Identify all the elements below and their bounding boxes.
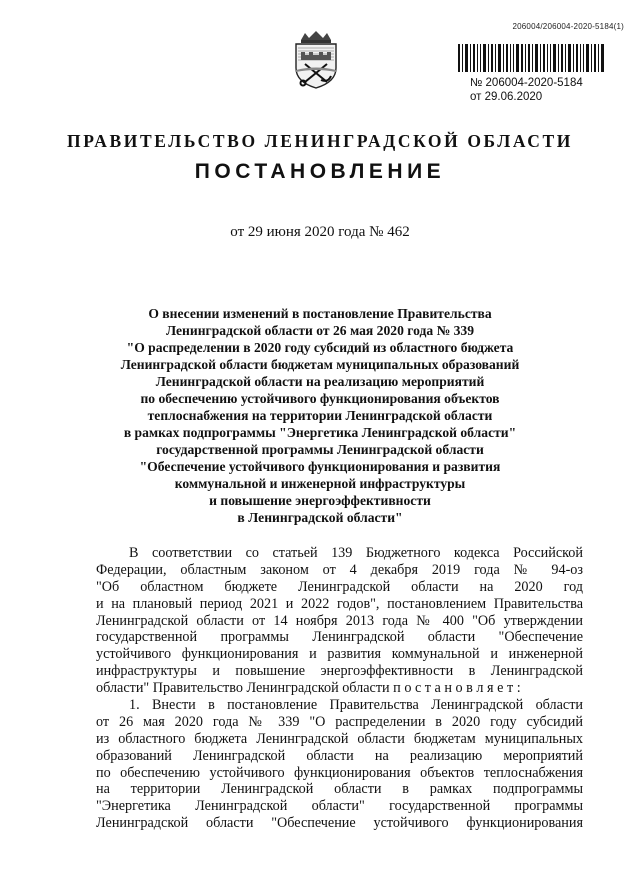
document-title xyxy=(0,305,640,526)
body-line: "Энергетика Ленинградской области" государственной программы xyxy=(96,798,583,815)
document-body xyxy=(96,545,583,832)
body-line: из областного бюджета Ленинградской области бюджетам муниципальных xyxy=(96,730,583,747)
registration-number: № 206004-2020-5184 xyxy=(470,77,583,89)
title-line: в Ленинградской области" xyxy=(237,510,403,525)
title-line: коммунальной и инженерной инфраструктуры xyxy=(174,476,466,491)
body-line: В соответствии со статьей 139 Бюджетного кодекса Российской xyxy=(129,545,583,561)
body-line: "Об областном бюджете Ленинградской области на 2020 год xyxy=(96,578,583,595)
body-line: Ленинградской области "Обеспечение устойчивого функционирования xyxy=(96,815,583,832)
document-id: 206004/206004-2020-5184(1) xyxy=(512,22,624,31)
document-date-number: от 29 июня 2020 года № 462 xyxy=(230,224,410,240)
body-line: устойчивого функционирования и развития коммунальной и инженерной xyxy=(96,646,583,663)
body-line: инфраструктуры и повышение энергоэффективности в Ленинградской xyxy=(96,663,583,680)
body-line: 1. Внести в постановление Правительства Ленинградской области xyxy=(129,697,583,714)
body-line: от 26 мая 2020 года № 339 "О распределении в 2020 году субсидий xyxy=(96,713,583,730)
title-line: теплоснабжения на территории Ленинградской области xyxy=(147,408,493,423)
title-line: Ленинградской области от 26 мая 2020 года № 339 xyxy=(165,323,475,338)
coat-of-arms-icon xyxy=(291,30,341,90)
registration-block xyxy=(470,76,583,104)
title-line: государственной программы Ленинградской области xyxy=(156,442,484,457)
document-type: ПОСТАНОВЛЕНИЕ xyxy=(194,160,446,183)
body-line: Федерации, областным законом от 4 декабря 2019 года № 94-оз xyxy=(96,561,583,578)
body-line: области" Правительство Ленинградской области п о с т а н о в л я е т : xyxy=(96,680,521,697)
title-line: по обеспечению устойчивого функционирования объектов xyxy=(140,391,500,406)
barcode xyxy=(458,44,606,72)
body-line: на территории Ленинградской области в рамках подпрограммы xyxy=(96,781,583,798)
body-line: и на плановый период 2021 и 2022 годов", постановлением Правительства xyxy=(96,595,583,612)
title-line: О внесении изменений в постановление Правительства xyxy=(148,306,492,321)
title-line: Ленинградской области на реализацию мероприятий xyxy=(155,374,485,389)
body-line: Ленинградской области от 14 ноября 2013 года № 400 "Об утверждении xyxy=(96,612,583,629)
title-line: в рамках подпрограммы "Энергетика Ленинградской области" xyxy=(123,425,517,440)
government-name: ПРАВИТЕЛЬСТВО ЛЕНИНГРАДСКОЙ ОБЛАСТИ xyxy=(66,131,574,151)
body-line: государственной программы Ленинградской области "Обеспечение xyxy=(96,629,583,646)
title-line: и повышение энергоэффективности xyxy=(209,493,431,508)
registration-date: от 29.06.2020 xyxy=(470,91,543,103)
title-line: "Обеспечение устойчивого функционирования и развития xyxy=(139,459,501,474)
title-line: "О распределении в 2020 году субсидий из областного бюджета xyxy=(126,340,514,355)
title-line: Ленинградской области бюджетам муниципальных образований xyxy=(120,357,520,372)
body-line: образований Ленинградской области на реализацию мероприятий xyxy=(96,747,583,764)
body-line: по обеспечению устойчивого функционирования объектов теплоснабжения xyxy=(96,764,583,781)
